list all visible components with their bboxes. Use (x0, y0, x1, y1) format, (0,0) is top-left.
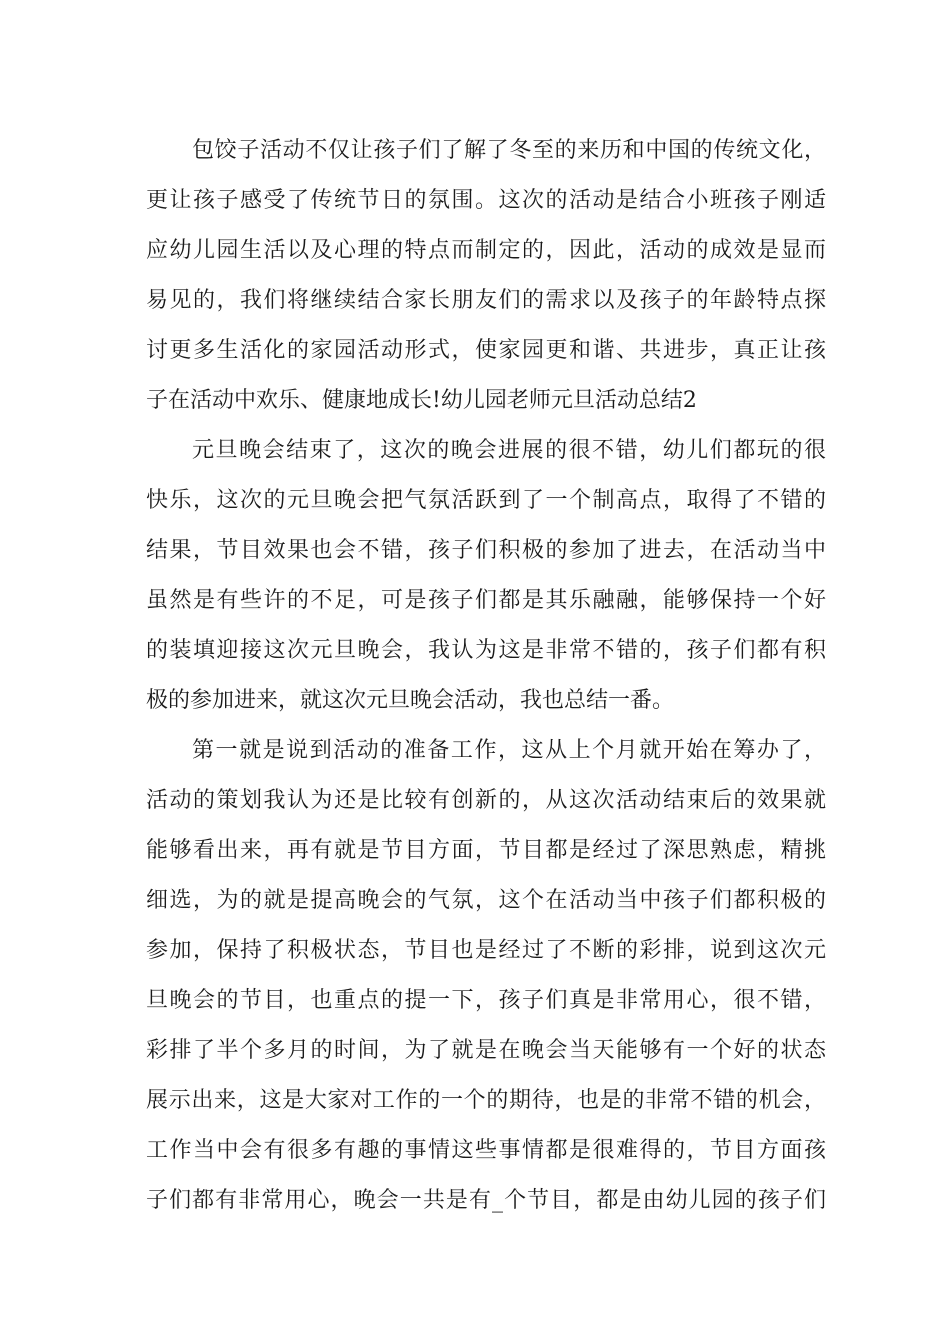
paragraph-line: 第一就是说到活动的准备工作，这从上个月就开始在筹办了， (192, 738, 826, 763)
paragraph-line: 讨更多生活化的家园活动形式，使家园更和谐、共进步，真正让孩 (146, 338, 826, 363)
paragraph-line: 元旦晚会结束了，这次的晚会进展的很不错，幼儿们都玩的很 (192, 438, 826, 463)
paragraph-line: 细选，为的就是提高晚会的气氛，这个在活动当中孩子们都积极的 (146, 888, 826, 913)
paragraph-line: 包饺子活动不仅让孩子们了解了冬至的来历和中国的传统文化， (192, 138, 826, 163)
paragraph-line: 旦晚会的节目，也重点的提一下，孩子们真是非常用心，很不错， (146, 988, 826, 1013)
document-body (146, 126, 826, 1226)
paragraph-line: 展示出来，这是大家对工作的一个的期待，也是的非常不错的机会， (146, 1088, 826, 1113)
paragraph-line: 活动的策划我认为还是比较有创新的，从这次活动结束后的效果就 (146, 788, 826, 813)
paragraph-line: 虽然是有些许的不足，可是孩子们都是其乐融融，能够保持一个好 (146, 588, 826, 613)
paragraph-line: 极的参加进来，就这次元旦晚会活动，我也总结一番。 (146, 688, 675, 713)
paragraph-line: 能够看出来，再有就是节目方面，节目都是经过了深思熟虑，精挑 (146, 838, 826, 863)
paragraph-line: 子们都有非常用心，晚会一共是有_个节目，都是由幼儿园的孩子们 (146, 1188, 826, 1213)
paragraph-line: 子在活动中欢乐、健康地成长!幼儿园老师元旦活动总结2 (146, 388, 697, 413)
paragraph-line: 参加，保持了积极状态，节目也是经过了不断的彩排，说到这次元 (146, 938, 826, 963)
paragraph-1 (146, 126, 826, 426)
paragraph-3 (146, 726, 826, 1226)
paragraph-line: 的装填迎接这次元旦晚会，我认为这是非常不错的，孩子们都有积 (146, 638, 826, 663)
paragraph-line: 工作当中会有很多有趣的事情这些事情都是很难得的，节目方面孩 (146, 1138, 826, 1163)
paragraph-line: 更让孩子感受了传统节日的氛围。这次的活动是结合小班孩子刚适 (146, 188, 826, 213)
paragraph-line: 彩排了半个多月的时间，为了就是在晚会当天能够有一个好的状态 (146, 1038, 826, 1063)
paragraph-line: 快乐，这次的元旦晚会把气氛活跃到了一个制高点，取得了不错的 (146, 488, 826, 513)
paragraph-line: 结果，节目效果也会不错，孩子们积极的参加了进去，在活动当中 (146, 538, 826, 563)
paragraph-line: 应幼儿园生活以及心理的特点而制定的，因此，活动的成效是显而 (146, 238, 826, 263)
paragraph-2 (146, 426, 826, 726)
paragraph-line: 易见的，我们将继续结合家长朋友们的需求以及孩子的年龄特点探 (146, 288, 826, 313)
